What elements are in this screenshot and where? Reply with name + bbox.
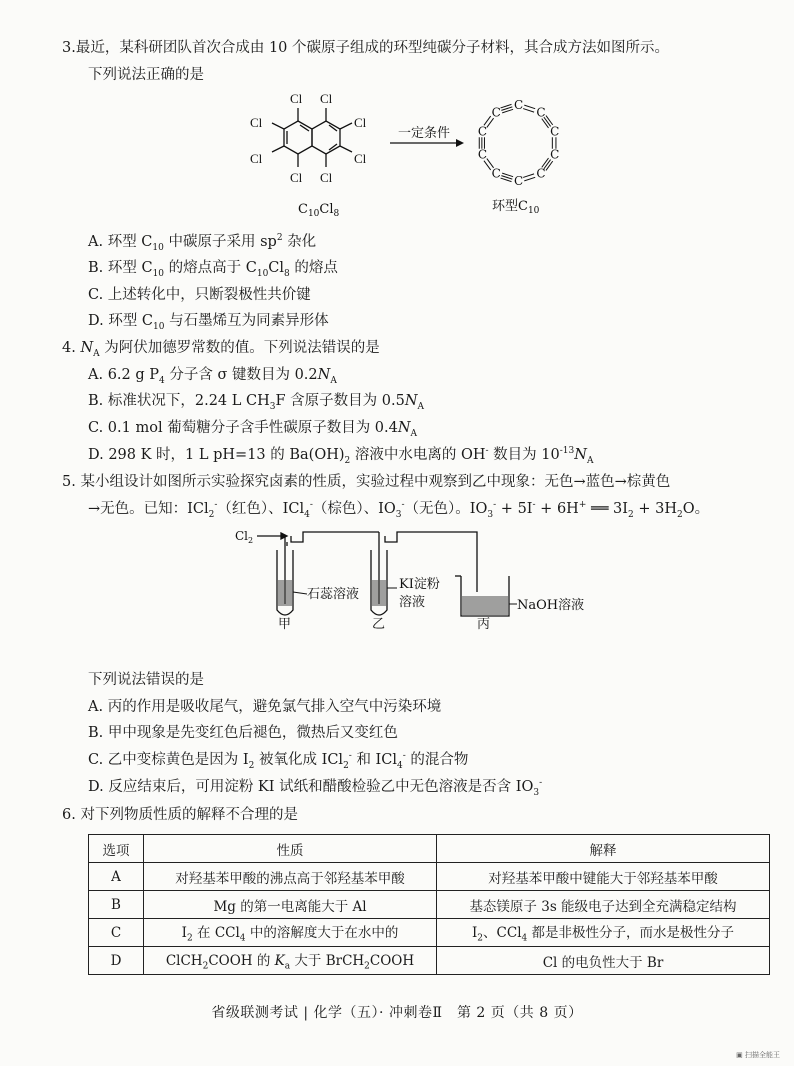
cl-atom: Cl <box>290 170 303 185</box>
yi-label: 乙 <box>372 617 386 632</box>
cell-property: $I_2$ 在 CCl$_4$ 中的溶解度大于在水中的 <box>144 919 437 947</box>
cell-property: ClCH$_2$COOH 的 $K_a$ 大于 BrCH$_2$COOH <box>144 947 437 975</box>
q5-option-a: A. 丙的作用是吸收尾气，避免氯气排入空气中污染环境 <box>88 699 442 715</box>
cl-atom: Cl <box>320 91 333 106</box>
cell-option: C <box>89 919 144 947</box>
ring-carbon-atom: C <box>477 147 488 162</box>
q3-option-d: D. 环型 $C_{10}$ 与石墨烯互为同素异形体 <box>88 313 329 332</box>
ring-bond <box>523 174 534 178</box>
q3-stem-line2: 下列说法正确的是 <box>88 67 204 83</box>
ring-bond <box>524 105 535 109</box>
cell-option: D <box>89 947 144 975</box>
yi-solution-label-1: KI淀粉 <box>399 577 440 592</box>
header-explanation: 解释 <box>437 835 770 863</box>
ring-carbon-atom: C <box>514 98 524 112</box>
q5-apparatus-figure <box>225 522 605 634</box>
q5-question: 下列说法错误的是 <box>88 672 204 688</box>
cell-explanation: $I_2$、CCl$_4$ 都是非极性分子，而水是极性分子 <box>437 919 770 947</box>
ring-bond <box>523 109 534 113</box>
cl-atom: Cl <box>250 151 263 166</box>
naphthalene-structure <box>272 108 352 167</box>
q4-option-a: A. 6.2 g $P_4$ 分子含 σ 键数目为 $0.2N_A$ <box>88 367 337 386</box>
cl2-label: $Cl_2$ <box>235 529 254 545</box>
q5-stem-line2: →无色。已知：ICl$_2$-（红色）、ICl$_4$-（棕色）、$IO_3^-$（无色）。$IO_3^- + 5I^- + 6H^+$ ══ $3I_2 + 3H_2O$。 <box>88 500 710 520</box>
ring-bond <box>524 177 535 181</box>
cell-explanation: 基态镁原子 3s 能级电子达到全充满稳定结构 <box>437 891 770 919</box>
cell-option: B <box>89 891 144 919</box>
bing-solution-label: NaOH溶液 <box>517 598 585 613</box>
reactant-formula: $C_{10}Cl_8$ <box>298 202 340 219</box>
ring-carbon-atom: C <box>514 174 524 188</box>
cl-atom: Cl <box>354 151 367 166</box>
cell-property: Mg 的第一电离能大于 Al <box>144 891 437 919</box>
header-property: 性质 <box>144 835 437 863</box>
ring-carbon-atom: C <box>491 105 501 120</box>
scanner-watermark: ▣ 扫描全能王 <box>736 1051 780 1059</box>
ring-carbon-atom: C <box>477 124 488 139</box>
table-header-row <box>89 835 770 863</box>
ring-bond <box>542 119 549 128</box>
cl-atom: Cl <box>354 115 367 130</box>
q5-option-c: C. 乙中变棕黄色是因为 $I_2$ 被氧化成 ICl$_2$- 和 ICl$_4$- 的混合物 <box>88 751 469 771</box>
q3-option-b: B. 环型 $C_{10}$ 的熔点高于 $C_{10}Cl_8$ 的熔点 <box>88 260 338 279</box>
product-label: 环型$C_{10}$ <box>492 199 540 216</box>
cl-atom: Cl <box>320 170 333 185</box>
cell-explanation: Cl 的电负性大于 Br <box>437 947 770 975</box>
condition-label: 一定条件 <box>398 126 451 141</box>
jia-solution-label: 石蕊溶液 <box>307 587 360 602</box>
table-row <box>89 947 770 975</box>
q4-option-c: C. 0.1 mol 葡萄糖分子含手性碳原子数目为 $0.4N_A$ <box>88 420 418 439</box>
bing-label: 丙 <box>477 617 491 632</box>
q3-stem-line1: 3.最近，某科研团队首次合成由 10 个碳原子组成的环型纯碳分子材料，其合成方法如图所示。 <box>62 40 669 56</box>
q3-option-a: A. 环型 $C_{10}$ 中碳原子采用 $sp^2$ 杂化 <box>88 233 317 253</box>
cell-explanation: 对羟基苯甲酸中键能大于邻羟基苯甲酸 <box>437 863 770 891</box>
q3-option-c: C. 上述转化中，只断裂极性共价键 <box>88 287 311 303</box>
ring-bond <box>546 161 553 170</box>
q3-reaction-figure <box>230 85 560 220</box>
q5-option-d: D. 反应结束后，可用淀粉 KI 试纸和醋酸检验乙中无色溶液是否含 $IO_3^-$ <box>88 778 543 798</box>
q5-stem-line1: 5. 某小组设计如图所示实验探究卤素的性质，实验过程中观察到乙中现象：无色→蓝色→棕黄色 <box>62 474 671 490</box>
table-row <box>89 891 770 919</box>
q4-stem: 4. $N_A$ 为阿伏加德罗常数的值。下列说法错误的是 <box>62 340 380 359</box>
q6-stem: 6. 对下列物质性质的解释不合理的是 <box>62 807 298 823</box>
ring-carbon-atom: C <box>491 166 501 181</box>
jia-label: 甲 <box>278 617 292 632</box>
cell-option: A <box>89 863 144 891</box>
ring-carbon-atom: C <box>536 166 546 181</box>
cl-atom: Cl <box>290 91 303 106</box>
q4-option-b: B. 标准状况下，2.24 L $CH_3F$ 含原子数目为 $0.5N_A$ <box>88 393 425 412</box>
ring-carbon-atom: C <box>550 124 560 139</box>
yi-solution-label-2: 溶液 <box>399 595 426 610</box>
table-row <box>89 919 770 947</box>
c10-ring <box>478 98 559 188</box>
q6-table <box>88 834 770 975</box>
ring-carbon-atom: C <box>550 147 560 162</box>
ring-carbon-atom: C <box>536 105 546 120</box>
page-footer: 省级联测考试 | 化学（五）· 冲刺卷Ⅱ 第 2 页（共 8 页） <box>211 1005 583 1021</box>
cl-atom: Cl <box>250 115 263 130</box>
q4-option-d: D. 298 K 时，1 L pH=13 的 $Ba(OH)_2$ 溶液中水电离的 OH- 数目为 $10^{-13}N_A$ <box>88 446 594 466</box>
table-row <box>89 863 770 891</box>
cell-property: 对羟基苯甲酸的沸点高于邻羟基苯甲酸 <box>144 863 437 891</box>
header-option: 选项 <box>89 835 144 863</box>
q5-option-b: B. 甲中现象是先变红色后褪色，微热后又变红色 <box>88 725 398 741</box>
